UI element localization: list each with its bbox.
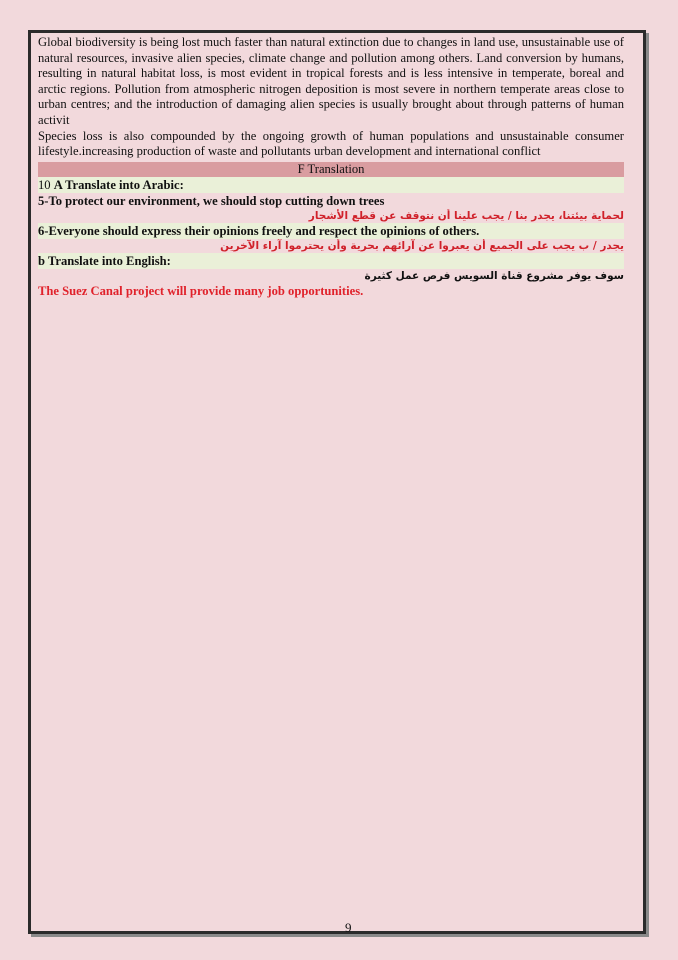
- page-number: 9: [345, 920, 352, 935]
- part-b-question-arabic: سوف يوفر مشروع قناة السويس فرص عمل كثيرة: [364, 269, 624, 282]
- passage-paragraph-2: Species loss is also compounded by the ongoing growth of human populations and unsustainable consumer lifestyle.increasing production of waste and pollutants urban development and international conflict: [38, 128, 624, 159]
- answer-6-arabic: يجدر / ب يجب على الجميع أن يعبروا عن آرائهم بحرية وأن يحترموا آراء الآخرين: [220, 239, 624, 252]
- part-a-heading: A Translate into Arabic:: [53, 177, 184, 192]
- page-content: [38, 35, 624, 300]
- part-b-heading: b Translate into English:: [38, 253, 624, 269]
- section-header-translation: F Translation: [38, 162, 624, 177]
- question-6: 6-Everyone should express their opinions freely and respect the opinions of others.: [38, 223, 624, 239]
- question-number: 10: [38, 177, 51, 192]
- passage-paragraph-1: Global biodiversity is being lost much faster than natural extinction due to changes in land use, unsustainable use of natural resources, invasive alien species, climate change and pollution among others. Land conversion by humans, resulting in natural habitat loss, is most evident in tropical forests and is less intensive in temperate, boreal and arctic regions. Pollution from atmospheric nitrogen deposition is most severe in northern temperate areas close to urban centres; and the introduction of damaging alien species is usually brought about through patterns of human activit: [38, 35, 624, 127]
- question-5: 5-To protect our environment, we should stop cutting down trees: [38, 193, 385, 208]
- answer-5-arabic: لحماية بيئتنا، يجدر بنا / يجب علينا أن نتوقف عن قطع الأشجار: [308, 209, 624, 222]
- part-a-heading-row: [38, 177, 624, 193]
- part-b-answer-english: The Suez Canal project will provide many job opportunities.: [38, 283, 364, 298]
